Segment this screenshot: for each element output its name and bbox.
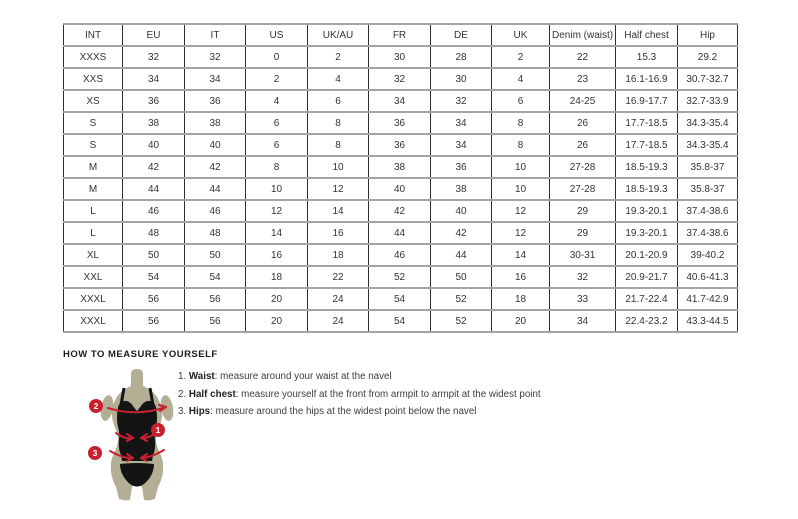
table-row <box>64 310 738 332</box>
table-cell: 19.3-20.1 <box>616 222 678 244</box>
instruction-label: Half chest <box>188 388 236 400</box>
table-cell: 2 <box>492 46 550 68</box>
instruction-number: 1. <box>178 371 189 382</box>
figure-badge-2: 2 <box>89 399 103 413</box>
table-row <box>64 200 738 222</box>
header-cell: Denim (waist) <box>550 24 616 46</box>
table-cell: 10 <box>492 156 550 178</box>
table-cell: 12 <box>308 178 369 200</box>
table-cell: 32 <box>185 46 246 68</box>
table-cell: 8 <box>308 112 369 134</box>
table-cell: 26 <box>550 134 616 156</box>
table-cell: 29 <box>550 200 616 222</box>
table-cell: 29.2 <box>678 46 738 68</box>
table-cell: XXXS <box>64 46 123 68</box>
table-cell: 12 <box>492 200 550 222</box>
instruction-text: : measure around the hips at the widest point below the navel <box>210 406 477 417</box>
size-chart-table <box>63 23 738 333</box>
table-cell: 42 <box>431 222 492 244</box>
table-cell: L <box>64 222 123 244</box>
table-row <box>64 68 738 90</box>
instruction-text: : measure yourself at the front from armpit to armpit at the widest point <box>235 388 541 400</box>
table-cell: 21.7-22.4 <box>616 288 678 310</box>
measure-instruction <box>178 389 608 400</box>
table-cell: 44 <box>123 178 185 200</box>
table-cell: 32 <box>123 46 185 68</box>
table-cell: 35.8-37 <box>678 156 738 178</box>
table-row <box>64 46 738 68</box>
table-cell: 34 <box>123 68 185 90</box>
table-cell: 44 <box>431 244 492 266</box>
table-cell: 52 <box>431 310 492 332</box>
table-cell: 54 <box>369 288 431 310</box>
table-cell: XXXL <box>64 288 123 310</box>
table-cell: 50 <box>431 266 492 288</box>
header-cell: UK <box>492 24 550 46</box>
size-chart-section <box>63 23 737 333</box>
table-cell: 44 <box>369 222 431 244</box>
table-cell: 52 <box>369 266 431 288</box>
table-cell: 40 <box>123 134 185 156</box>
table-cell: 4 <box>308 68 369 90</box>
table-cell: 28 <box>431 46 492 68</box>
table-cell: XXL <box>64 266 123 288</box>
table-cell: 56 <box>123 310 185 332</box>
table-cell: 18 <box>492 288 550 310</box>
table-cell: 40 <box>369 178 431 200</box>
table-cell: 35.8-37 <box>678 178 738 200</box>
table-cell: 17.7-18.5 <box>616 112 678 134</box>
table-cell: 34.3-35.4 <box>678 134 738 156</box>
table-cell: 16.1-16.9 <box>616 68 678 90</box>
table-cell: 38 <box>369 156 431 178</box>
table-cell: XS <box>64 90 123 112</box>
header-cell: Hip <box>678 24 738 46</box>
header-cell: US <box>246 24 308 46</box>
table-cell: 6 <box>492 90 550 112</box>
table-cell: 32 <box>431 90 492 112</box>
table-cell: 8 <box>308 134 369 156</box>
table-cell: 32.7-33.9 <box>678 90 738 112</box>
instruction-number: 3. <box>178 406 189 417</box>
header-row <box>64 24 738 46</box>
table-cell: 32 <box>369 68 431 90</box>
table-cell: 22 <box>550 46 616 68</box>
table-row <box>64 266 738 288</box>
table-cell: 34 <box>431 112 492 134</box>
table-cell: XL <box>64 244 123 266</box>
table-cell: 15.3 <box>616 46 678 68</box>
header-cell: DE <box>431 24 492 46</box>
table-cell: 34 <box>431 134 492 156</box>
header-cell: Half chest <box>616 24 678 46</box>
instruction-text: : measure around your waist at the navel <box>214 371 392 382</box>
table-cell: 14 <box>246 222 308 244</box>
table-cell: 46 <box>369 244 431 266</box>
table-cell: 40 <box>431 200 492 222</box>
table-cell: 38 <box>185 112 246 134</box>
table-cell: 36 <box>369 112 431 134</box>
table-cell: 6 <box>308 90 369 112</box>
table-cell: 16 <box>308 222 369 244</box>
table-row <box>64 244 738 266</box>
header-cell: UK/AU <box>308 24 369 46</box>
table-cell: 26 <box>550 112 616 134</box>
table-cell: 23 <box>550 68 616 90</box>
instruction-number: 2. <box>178 388 189 400</box>
table-cell: 18.5-19.3 <box>616 156 678 178</box>
table-cell: 20.1-20.9 <box>616 244 678 266</box>
figure-badge-3: 3 <box>88 446 102 460</box>
table-cell: 44 <box>185 178 246 200</box>
table-cell: 33 <box>550 288 616 310</box>
header-cell: EU <box>123 24 185 46</box>
table-cell: M <box>64 156 123 178</box>
table-cell: 27-28 <box>550 156 616 178</box>
table-cell: 43.3-44.5 <box>678 310 738 332</box>
table-cell: 46 <box>185 200 246 222</box>
measure-instruction <box>178 371 608 382</box>
instruction-label: Waist <box>188 371 215 382</box>
table-cell: 30-31 <box>550 244 616 266</box>
measure-instruction <box>178 406 608 417</box>
measure-section-heading: HOW TO MEASURE YOURSELF <box>63 349 218 360</box>
table-cell: 12 <box>492 222 550 244</box>
table-cell: XXS <box>64 68 123 90</box>
table-row <box>64 178 738 200</box>
table-cell: 40 <box>185 134 246 156</box>
table-cell: 38 <box>431 178 492 200</box>
table-cell: 22 <box>308 266 369 288</box>
table-cell: 20.9-21.7 <box>616 266 678 288</box>
table-cell: 48 <box>185 222 246 244</box>
table-cell: 36 <box>369 134 431 156</box>
table-cell: 8 <box>492 134 550 156</box>
table-cell: XXXL <box>64 310 123 332</box>
table-cell: 54 <box>369 310 431 332</box>
table-cell: 38 <box>123 112 185 134</box>
table-row <box>64 134 738 156</box>
table-cell: 16 <box>246 244 308 266</box>
figure-badge-1: 1 <box>151 423 165 437</box>
header-cell: FR <box>369 24 431 46</box>
table-cell: M <box>64 178 123 200</box>
table-cell: 34 <box>550 310 616 332</box>
table-cell: 8 <box>246 156 308 178</box>
table-cell: 30.7-32.7 <box>678 68 738 90</box>
size-chart-body <box>64 46 738 332</box>
table-cell: 37.4-38.6 <box>678 200 738 222</box>
header-cell: INT <box>64 24 123 46</box>
table-cell: 6 <box>246 112 308 134</box>
table-cell: 10 <box>246 178 308 200</box>
table-cell: 54 <box>185 266 246 288</box>
table-cell: 56 <box>185 288 246 310</box>
table-cell: 50 <box>123 244 185 266</box>
table-cell: 40.6-41.3 <box>678 266 738 288</box>
table-row <box>64 90 738 112</box>
table-cell: 42 <box>185 156 246 178</box>
table-cell: 24 <box>308 310 369 332</box>
table-cell: 32 <box>550 266 616 288</box>
table-cell: L <box>64 200 123 222</box>
table-cell: 24-25 <box>550 90 616 112</box>
table-row <box>64 222 738 244</box>
table-cell: 36 <box>431 156 492 178</box>
measure-instructions <box>178 371 608 424</box>
table-cell: 4 <box>246 90 308 112</box>
table-cell: S <box>64 134 123 156</box>
table-cell: 19.3-20.1 <box>616 200 678 222</box>
table-cell: 18 <box>246 266 308 288</box>
table-row <box>64 112 738 134</box>
table-cell: 52 <box>431 288 492 310</box>
table-cell: 12 <box>246 200 308 222</box>
table-cell: 34.3-35.4 <box>678 112 738 134</box>
table-cell: 4 <box>492 68 550 90</box>
header-cell: IT <box>185 24 246 46</box>
table-cell: 2 <box>246 68 308 90</box>
table-cell: 17.7-18.5 <box>616 134 678 156</box>
table-cell: 20 <box>246 310 308 332</box>
table-cell: 34 <box>369 90 431 112</box>
table-cell: 41.7-42.9 <box>678 288 738 310</box>
table-cell: 27-28 <box>550 178 616 200</box>
table-cell: 20 <box>246 288 308 310</box>
table-cell: 37.4-38.6 <box>678 222 738 244</box>
table-cell: 30 <box>431 68 492 90</box>
table-cell: 36 <box>185 90 246 112</box>
table-cell: 42 <box>123 156 185 178</box>
table-cell: 8 <box>492 112 550 134</box>
table-cell: 16.9-17.7 <box>616 90 678 112</box>
table-row <box>64 288 738 310</box>
table-cell: 14 <box>492 244 550 266</box>
table-cell: 24 <box>308 288 369 310</box>
table-cell: 10 <box>308 156 369 178</box>
table-cell: 2 <box>308 46 369 68</box>
table-cell: 30 <box>369 46 431 68</box>
table-cell: 42 <box>369 200 431 222</box>
table-cell: 36 <box>123 90 185 112</box>
table-row <box>64 156 738 178</box>
table-cell: 6 <box>246 134 308 156</box>
table-cell: 29 <box>550 222 616 244</box>
table-cell: 34 <box>185 68 246 90</box>
table-cell: S <box>64 112 123 134</box>
table-cell: 18.5-19.3 <box>616 178 678 200</box>
table-cell: 0 <box>246 46 308 68</box>
table-cell: 48 <box>123 222 185 244</box>
instruction-label: Hips <box>188 406 211 417</box>
table-cell: 14 <box>308 200 369 222</box>
table-cell: 46 <box>123 200 185 222</box>
table-cell: 50 <box>185 244 246 266</box>
table-cell: 20 <box>492 310 550 332</box>
table-cell: 18 <box>308 244 369 266</box>
table-cell: 22.4-23.2 <box>616 310 678 332</box>
table-cell: 10 <box>492 178 550 200</box>
table-cell: 56 <box>185 310 246 332</box>
table-cell: 56 <box>123 288 185 310</box>
table-cell: 54 <box>123 266 185 288</box>
table-cell: 16 <box>492 266 550 288</box>
table-cell: 39-40.2 <box>678 244 738 266</box>
